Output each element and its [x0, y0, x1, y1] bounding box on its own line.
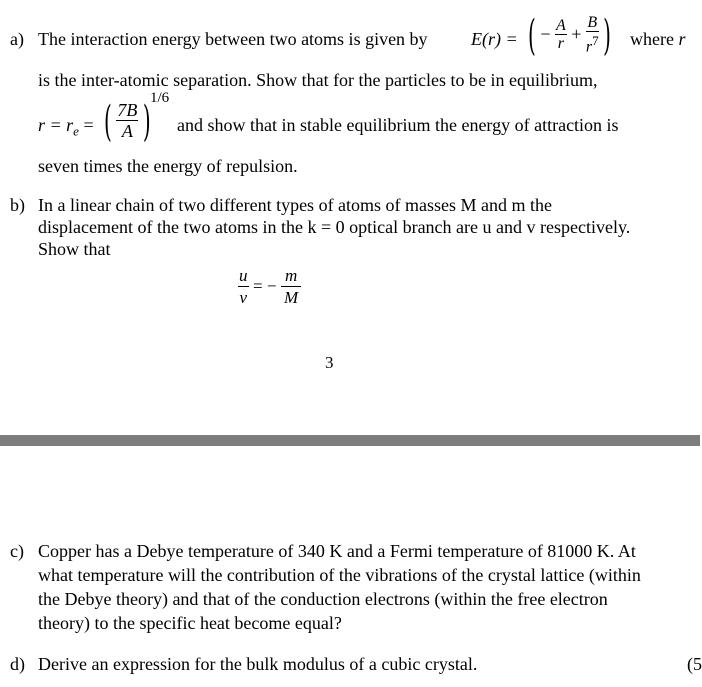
question-d-marks: (5: [687, 654, 702, 674]
question-c-line4: theory) to the specific heat become equal?: [38, 613, 342, 633]
question-a-line2: is the inter-atomic separation. Show that for the particles to be in equilibrium,: [38, 70, 598, 90]
exponent-7: 7: [592, 33, 599, 48]
question-d-line1: Derive an expression for the bulk modulus of a cubic crystal.: [38, 654, 478, 674]
fraction-denominator: M: [283, 288, 299, 307]
fraction-u-over-v: [238, 265, 249, 308]
minus-sign: −: [540, 24, 551, 45]
energy-lhs: E(r) =: [471, 29, 518, 49]
question-a-line3: and show that in stable equilibrium the energy of attraction is: [177, 115, 619, 135]
fraction-B-over-r7: [586, 14, 599, 55]
equals-minus: = −: [253, 276, 277, 296]
question-b-line1: In a linear chain of two different types of atoms of masses M and m the: [38, 195, 553, 215]
where-variable: r: [678, 29, 686, 49]
fraction-denominator: r: [557, 35, 564, 53]
fraction-A-over-r: [555, 17, 567, 52]
energy-equation: [471, 28, 518, 50]
question-a-line1: The interaction energy between two atoms is given by: [38, 29, 428, 49]
right-paren: ): [603, 9, 611, 60]
r-symbol: r: [585, 38, 593, 56]
question-a-line4: seven times the energy of repulsion.: [38, 156, 298, 176]
fraction-numerator: 7B: [117, 100, 138, 120]
exponent-one-sixth: 1/6: [150, 90, 170, 106]
question-c-line3: the Debye theory) and that of the conduction electrons (within the free electron: [38, 589, 608, 609]
fraction-numerator: A: [555, 17, 566, 35]
fraction-7B-over-A: [116, 100, 138, 141]
left-paren: (: [104, 95, 112, 146]
fraction-numerator: B: [587, 14, 598, 31]
question-d-label: d): [10, 654, 25, 674]
subscript-e: e: [73, 123, 79, 139]
page-number: 3: [325, 353, 334, 372]
question-b-line2: displacement of the two atoms in the k = 0 optical branch are u and v respectively.: [38, 217, 631, 237]
fraction-numerator: m: [281, 265, 301, 287]
fraction-denominator: v: [239, 288, 248, 307]
question-a-label: a): [10, 29, 24, 49]
left-paren: (: [528, 9, 536, 60]
fraction-denominator: [586, 32, 599, 55]
fraction-m-over-M: [281, 265, 301, 308]
r-equals-r: r = r: [38, 115, 74, 135]
where-text: [630, 28, 686, 50]
ratio-equation: [238, 265, 301, 308]
equals-sign: =: [83, 115, 94, 135]
equilibrium-fraction: [104, 95, 151, 146]
page-divider: [0, 435, 700, 446]
energy-parenthesis-expression: [528, 9, 611, 60]
equilibrium-lhs: [38, 114, 94, 143]
right-paren: ): [142, 95, 151, 146]
question-c-line1: Copper has a Debye temperature of 340 K and a Fermi temperature of 81000 K. At: [38, 541, 636, 561]
fraction-numerator: u: [239, 266, 248, 285]
fraction-denominator: A: [121, 121, 133, 141]
question-b-label: b): [10, 195, 25, 215]
where-word: where: [630, 29, 674, 49]
question-b-line3: Show that: [38, 239, 111, 259]
question-c-label: c): [10, 541, 24, 561]
plus-sign: +: [571, 24, 582, 45]
question-c-line2: what temperature will the contribution of the vibrations of the crystal lattice (within: [38, 565, 641, 585]
